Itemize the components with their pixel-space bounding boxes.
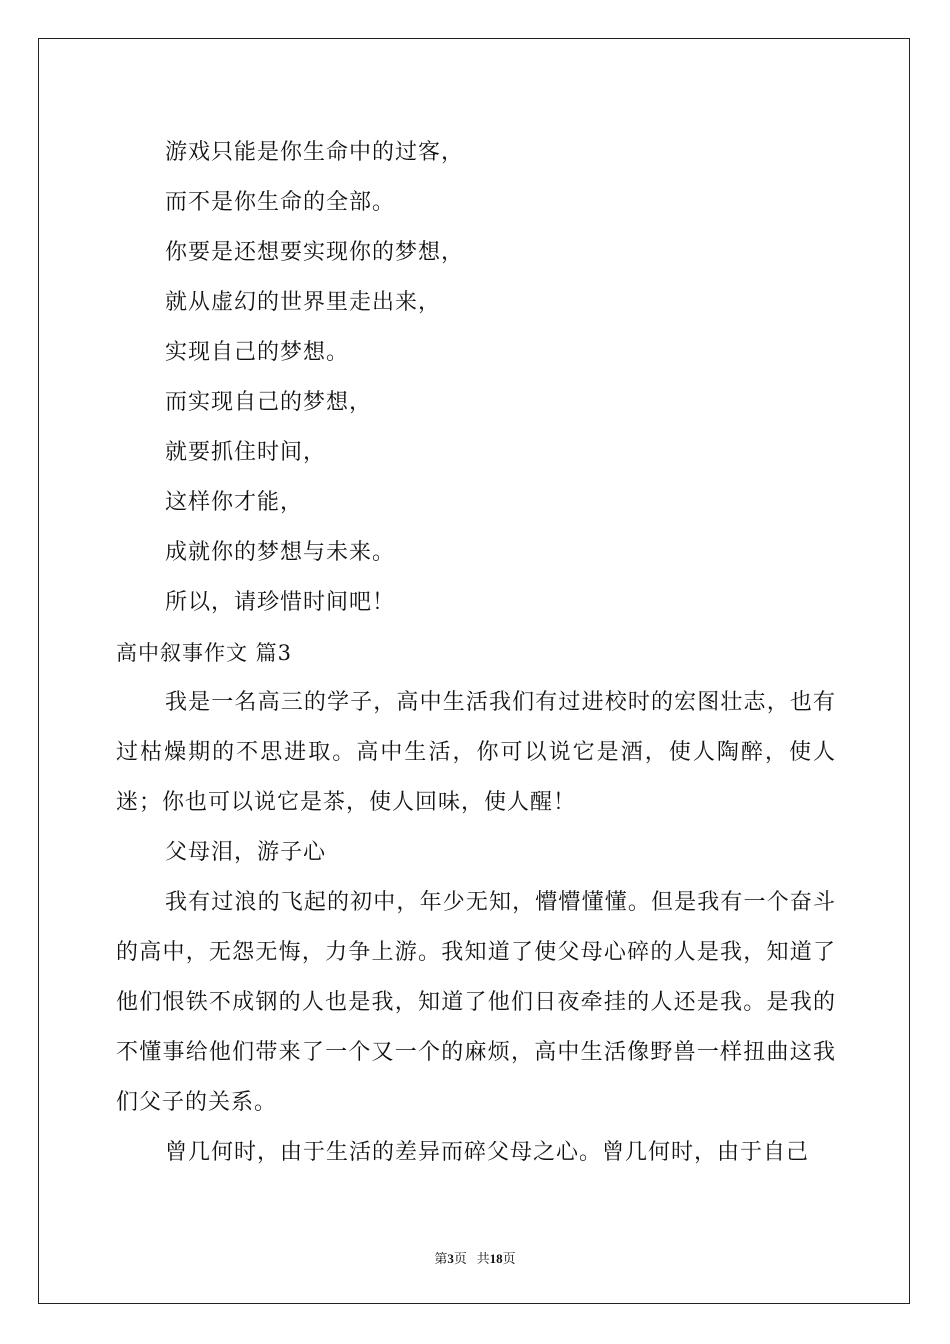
verse-line: 就要抓住时间， (165, 440, 327, 465)
verse-line: 所以，请珍惜时间吧！ (165, 590, 396, 615)
verse-line: 而不是你生命的全部。 (165, 190, 396, 215)
verse-line: 实现自己的梦想。 (165, 340, 350, 365)
footer-prefix: 第 (434, 1251, 448, 1266)
verse-line: 游戏只能是你生命中的过客， (165, 140, 465, 165)
total-page-count: 18 (489, 1251, 503, 1266)
page-footer (0, 1248, 950, 1267)
document-body (116, 128, 836, 1178)
section-heading: 高中叙事作文 篇3 (116, 641, 293, 665)
footer-suffix: 页 (502, 1251, 516, 1266)
verse-line: 就从虚幻的世界里走出来， (165, 290, 442, 315)
verse-line: 成就你的梦想与未来。 (165, 540, 396, 565)
paragraph: 我是一名高三的学子，高中生活我们有过进校时的宏图壮志，也有过枯燥期的不思进取。高中生活，你可以说它是酒，使人陶醉，使人迷；你也可以说它是茶，使人回味，使人醒！ (116, 690, 836, 815)
subheading-paragraph: 父母泪，游子心 (165, 840, 327, 865)
verse-line: 这样你才能， (165, 490, 304, 515)
verse-line: 而实现自己的梦想， (165, 390, 373, 415)
verse-line: 你要是还想要实现你的梦想， (165, 240, 465, 265)
current-page-number: 3 (447, 1251, 454, 1266)
paragraph: 曾几何时，由于生活的差异而碎父母之心。曾几何时，由于自己 (165, 1140, 810, 1165)
footer-mid: 页 共 (453, 1251, 490, 1266)
paragraph: 我有过浪的飞起的初中，年少无知，懵懵懂懂。但是我有一个奋斗的高中，无怨无悔，力争上游。我知道了使父母心碎的人是我，知道了他们恨铁不成钢的人也是我，知道了他们日夜牵挂的人还是我。是我的不懂事给他们带来了一个又一个的麻烦，高中生活像野兽一样扭曲这我们父子的关系。 (116, 890, 836, 1115)
